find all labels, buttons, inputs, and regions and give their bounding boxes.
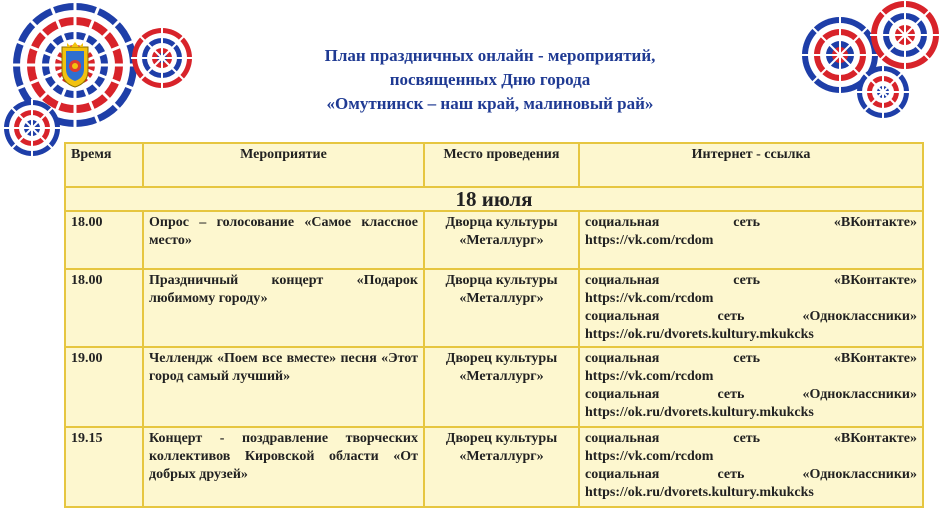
date-row [65, 187, 923, 211]
word: «Одноклассники» [802, 309, 917, 324]
place-cell: Дворец культуры «Металлург» [424, 427, 579, 507]
link-cell [579, 211, 923, 269]
ok-network-label [585, 386, 917, 404]
word: сеть [733, 273, 761, 288]
place-cell: Дворца культуры «Металлург» [424, 211, 579, 269]
word: социальная [585, 273, 660, 288]
word: социальная [585, 309, 660, 324]
event-cell: Концерт - поздравление творческих коллективов Кировской области «От добрых друзей» [143, 427, 424, 507]
vk-link[interactable]: https://vk.com/rcdom [585, 449, 714, 464]
link-cell [579, 347, 923, 427]
header-event: Мероприятие [143, 143, 424, 187]
header-time: Время [65, 143, 143, 187]
word: «Одноклассники» [802, 387, 917, 402]
word: сеть [733, 215, 761, 230]
vk-network-label [585, 350, 917, 368]
word: сеть [733, 351, 761, 366]
event-cell: Челлендж «Поем все вместе» песня «Этот город самый лучший» [143, 347, 424, 427]
date-cell: 18 июля [65, 187, 923, 211]
header-place: Место проведения [424, 143, 579, 187]
place-cell: Дворец культуры «Металлург» [424, 347, 579, 427]
word: социальная [585, 215, 660, 230]
word: «Одноклассники» [802, 467, 917, 482]
page-title [240, 44, 740, 116]
time-cell: 18.00 [65, 269, 143, 347]
word: социальная [585, 387, 660, 402]
vk-network-label [585, 272, 917, 290]
word: «ВКонтакте» [833, 431, 917, 446]
table-row [65, 269, 923, 347]
flower-decoration-right [795, 0, 940, 120]
word: социальная [585, 431, 660, 446]
table-header-row [65, 143, 923, 187]
title-line-1: План праздничных онлайн - мероприятий, [324, 46, 656, 65]
time-cell: 18.00 [65, 211, 143, 269]
header-link: Интернет - ссылка [579, 143, 923, 187]
vk-link[interactable]: https://vk.com/rcdom [585, 233, 714, 248]
ok-link[interactable]: https://ok.ru/dvorets.kultury.mkukcks [585, 327, 814, 342]
word: сеть [717, 309, 745, 324]
time-cell: 19.15 [65, 427, 143, 507]
vk-link[interactable]: https://vk.com/rcdom [585, 291, 714, 306]
word: социальная [585, 351, 660, 366]
vk-network-label [585, 214, 917, 232]
word: «ВКонтакте» [833, 273, 917, 288]
word: сеть [717, 467, 745, 482]
word: «ВКонтакте» [833, 351, 917, 366]
schedule-table [64, 142, 924, 508]
event-cell: Опрос – голосование «Самое классное место» [143, 211, 424, 269]
ok-network-label [585, 466, 917, 484]
table-row [65, 427, 923, 507]
link-cell [579, 269, 923, 347]
event-cell: Праздничный концерт «Подарок любимому городу» [143, 269, 424, 347]
vk-network-label [585, 430, 917, 448]
vk-link[interactable]: https://vk.com/rcdom [585, 369, 714, 384]
ok-link[interactable]: https://ok.ru/dvorets.kultury.mkukcks [585, 485, 814, 500]
title-line-2: посвященных Дню города [389, 70, 591, 89]
place-cell: Дворца культуры «Металлург» [424, 269, 579, 347]
word: сеть [733, 431, 761, 446]
flower-decoration-left [0, 0, 215, 160]
ok-network-label [585, 308, 917, 326]
link-cell [579, 427, 923, 507]
city-emblem-icon [62, 42, 88, 87]
table-row [65, 347, 923, 427]
table-row [65, 211, 923, 269]
word: «ВКонтакте» [833, 215, 917, 230]
ok-link[interactable]: https://ok.ru/dvorets.kultury.mkukcks [585, 405, 814, 420]
word: социальная [585, 467, 660, 482]
time-cell: 19.00 [65, 347, 143, 427]
word: сеть [717, 387, 745, 402]
title-line-3: «Омутнинск – наш край, малиновый рай» [326, 94, 654, 113]
